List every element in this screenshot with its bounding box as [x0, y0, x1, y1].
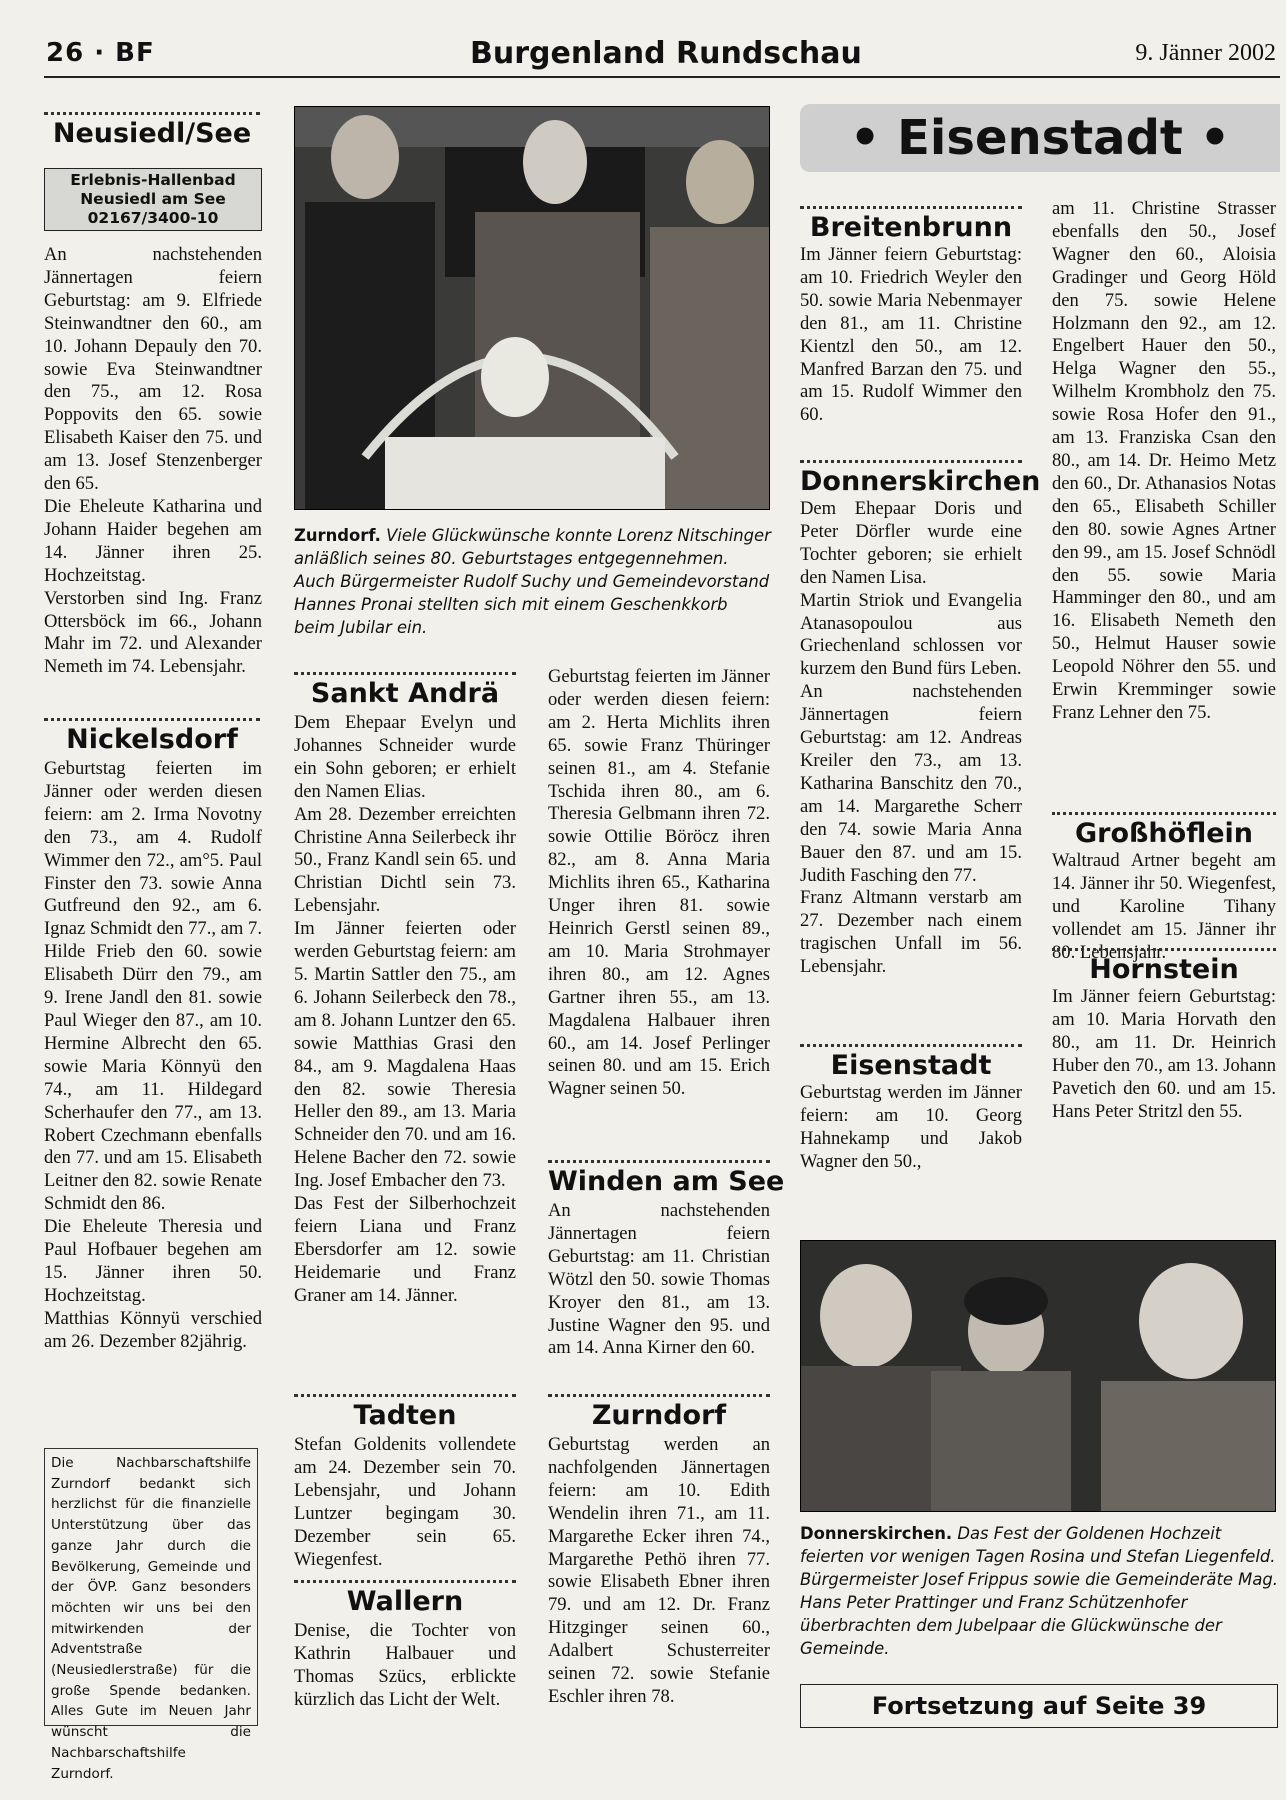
- section-heading-breitenbrunn: Breitenbrunn: [809, 212, 1013, 243]
- paragraph: Stefan Goldenits vollendete am 24. Dezember sein 70. Lebensjahr, und Johann Luntzer begingam 30. Dezember sein 65. Wiegenfest.: [294, 1434, 516, 1570]
- article-donnerskirchen: [800, 498, 1022, 979]
- section-heading-winden: Winden am See: [548, 1166, 785, 1197]
- caption-text: Viele Glückwünsche konnte Lorenz Nitschinger anläßlich seines 80. Geburtstages entgegennehmen. Auch Bürgermeister Rudolf Suchy und Gemeindevorstand Hannes Pronai stellten sich mit einem Geschenkkorb beim Jubilar ein.: [294, 526, 771, 637]
- paragraph: Martin Striok und Evangelia Atanasopoulou aus Griechenland schlossen vor kurzem den Bund fürs Leben.: [800, 589, 1022, 680]
- article-tadten: [294, 1434, 516, 1571]
- section-heading-donnerskirchen: Donnerskirchen: [800, 466, 1041, 497]
- paragraph: Im Jänner feiern Geburtstag: am 10. Friedrich Weyler den 50. sowie Maria Nebenmayer den 81., am 11. Christine Kientzl den 50., am 12. Manfred Barzan den 75. und am 15. Rudolf Wimmer den 60.: [800, 244, 1022, 426]
- hallenbad-ad: [44, 168, 262, 231]
- caption-place: Zurndorf.: [294, 526, 381, 545]
- article-sankt-andrae: [294, 712, 516, 1308]
- section-divider: [44, 718, 260, 721]
- paragraph: Geburtstag werden an nachfolgenden Jännertagen feiern: am 10. Edith Wendelin ihren 71., am 11. Margarethe Ecker ihren 74., Margarethe Pethö ihren 77. sowie Elisabeth Ebner ihren 79. und am 12. Dr. Franz Hitzginger seinen 60., Adalbert Schusterreiter seinen 72. sowie Stefanie Eschler ihren 78.: [548, 1434, 770, 1707]
- article-zurndorf: [548, 1434, 770, 1709]
- section-divider: [800, 460, 1022, 463]
- paragraph: Die Eheleute Katharina und Johann Haider begehen am 14. Jänner ihren 25. Hochzeitstag.: [44, 495, 262, 586]
- photo-caption-zurndorf: [294, 524, 772, 639]
- header-rule: [44, 76, 1280, 78]
- paragraph: Geburtstag werden im Jänner feiern: am 10. Georg Hahnekamp und Jakob Wagner den 50.,: [800, 1082, 1022, 1172]
- article-eisenstadt: [800, 1082, 1022, 1174]
- article-hornstein: [1052, 986, 1276, 1123]
- section-divider: [1052, 948, 1276, 951]
- paragraph: Das Fest der Silberhochzeit feiern Liana und Franz Ebersdorfer am 12. sowie Heidemarie und Franz Graner am 14. Jänner.: [294, 1193, 516, 1306]
- paragraph: An nachstehenden Jännertagen feiern Geburtstag: am 11. Christian Wötzl den 50. sowie Thomas Kroyer den 81., am 13. Justine Wagner den 95. und am 14. Anna Kirner den 60.: [548, 1200, 770, 1359]
- paragraph: An nachstehenden Jännertagen feiern Geburtstag: am 9. Elfriede Steinwandtner den 60., am 10. Johann Depauly den 70. sowie Eva Steinwandtner den 75., am 12. Rosa Poppovits den 65. sowie Elisabeth Kaiser den 75. und am 13. Josef Stenzenberger den 65.: [44, 244, 262, 495]
- ad-phone: 02167/3400-10: [87, 209, 219, 227]
- paragraph: Die Eheleute Theresia und Paul Hofbauer begehen am 15. Jänner ihren 50. Hochzeitstag.: [44, 1216, 262, 1306]
- article-breitenbrunn: [800, 244, 1022, 427]
- issue-date: 9. Jänner 2002: [1135, 40, 1276, 66]
- region-banner: • Eisenstadt •: [800, 104, 1280, 172]
- nachbarschaftshilfe-notice: Die Nachbarschaftshilfe Zurndorf bedankt sich herzlichst für die finanzielle Unterstützung über das ganze Jahr durch die Bevölkerung, Gemeinde und der ÖVP. Ganz besonders möchten wir uns bei den mitwirkenden der Adventstraße (Neusiedlerstraße) für die große Spende bedanken. Alles Gute im Neuen Jahr wünscht die Nachbarschaftshilfe Zurndorf.: [44, 1448, 258, 1726]
- photo-donnerskirchen-image: [801, 1241, 1275, 1511]
- photo-donnerskirchen: [800, 1240, 1276, 1512]
- paragraph: Im Jänner feiern Geburtstag: am 10. Maria Horvath den 80., am 11. Dr. Heinrich Huber den 70., am 13. Johann Pavetich den 60. und am 15. Hans Peter Stritzl den 55.: [1052, 986, 1276, 1122]
- paragraph: Geburtstag feierten im Jänner oder werden diesen feiern: am 2. Irma Novotny den 73., am 4. Rudolf Wimmer den 72., am°5. Paul Finster den 73. sowie Anna Gutfreund den 92., am 6. Ignaz Schmidt den 77., am 7. Hilde Frieb den 60. sowie Elisabeth Dürr den 79., am 9. Irene Jandl den 81. sowie Paul Wieger den 87., am 10. Hermine Albrecht den 65. sowie Maria Könnyü den 74., am 11. Hildegard Scherhaufer den 77., am 13. Robert Czechmann ebenfalls den 77. und am 15. Elisabeth Leitner den 82. sowie Renate Schmidt den 86.: [44, 758, 262, 1215]
- section-divider: [548, 1160, 770, 1163]
- photo-caption-donnerskirchen: [800, 1522, 1278, 1660]
- section-divider: [1052, 812, 1276, 815]
- section-heading-zurndorf: Zurndorf: [591, 1400, 727, 1431]
- paragraph: Dem Ehepaar Evelyn und Johannes Schneider wurde ein Sohn geboren; er erhielt den Namen Elias.: [294, 712, 516, 802]
- caption-text: Das Fest der Goldenen Hochzeit feierten vor wenigen Tagen Rosina und Stefan Liegenfeld. Bürgermeister Josef Frippus sowie die Gemeinderäte Mag. Hans Peter Prattinger und Franz Schützenhofer überbrachten dem Jubelpaar die Glückwünsche der Gemeinde.: [800, 1524, 1278, 1658]
- section-divider: [294, 1394, 516, 1397]
- section-heading-neusiedl: Neusiedl/See: [52, 118, 252, 149]
- paragraph: Am 28. Dezember erreichten Christine Anna Seilerbeck ihr 50., Franz Kandl sein 65. und Christian Dichtl sein 73. Lebensjahr.: [294, 803, 516, 917]
- paragraph: Denise, die Tochter von Kathrin Halbauer und Thomas Szücs, erblickte kürzlich das Licht der Welt.: [294, 1620, 516, 1710]
- paragraph: Dem Ehepaar Doris und Peter Dörfler wurde eine Tochter geboren; sie erhielt den Namen Lisa.: [800, 498, 1022, 588]
- section-heading-wallern: Wallern: [346, 1586, 464, 1617]
- section-divider: [800, 1044, 1022, 1047]
- paragraph: Waltraud Artner begeht am 14. Jänner ihr 50. Wiegenfest, und Karoline Tihany vollendet am 15. Jänner ihr 80. Lebensjahr.: [1052, 850, 1276, 963]
- paragraph: Franz Altmann verstarb am 27. Dezember nach einem tragischen Unfall im 56. Lebensjahr.: [800, 887, 1022, 978]
- paragraph: Geburtstag feierten im Jänner oder werden diesen feiern: am 2. Herta Michlits ihren 65. sowie Franz Thüringer seinen 81., am 4. Stefanie Tschida ihren 80., am 6. Theresia Gelbmann ihren 72. sowie Ottilie Böröcz ihren 82., am 8. Anna Maria Michlits ihren 65., Katharina Unger ihren 81. sowie Heinrich Gerstl seinen 89., am 10. Maria Strohmayer ihren 80., am 12. Agnes Gartner ihren 55., am 13. Magdalena Halbauer ihren 60., am 14. Josef Perlinger seinen 80. und am 15. Erich Wagner seinen 50.: [548, 666, 770, 1100]
- photo-zurndorf: [294, 106, 770, 510]
- section-heading-nickelsdorf: Nickelsdorf: [66, 724, 238, 755]
- section-divider: [44, 112, 260, 115]
- paragraph: Verstorben sind Ing. Franz Ottersböck im 66., Johann Mahr im 72. und Alexander Nemeth im 74. Lebensjahr.: [44, 587, 262, 678]
- article-eisenstadt-continued: [1052, 198, 1276, 725]
- section-divider: [294, 1580, 516, 1583]
- section-heading-sankt-andrae: Sankt Andrä: [310, 678, 500, 709]
- article-continued: [548, 666, 770, 1101]
- paragraph: am 11. Christine Strasser ebenfalls den 50., Josef Wagner den 60., Aloisia Gradinger und Georg Höld den 75. sowie Helene Holzmann den 92., am 12. Engelbert Hauer den 50., Helga Wagner den 55., Wilhelm Krombholz den 75. sowie Rosa Hofer den 91., am 13. Franziska Csan den 80., am 14. Dr. Heimo Metz den 60., Dr. Athanasios Notas den 65., Elisabeth Schiller den 80. sowie Agnes Artner den 99., am 15. Josef Schnödl den 55. sowie Maria Hamminger den 80., und am 16. Elisabeth Nemeth den 50., Helmut Hauser sowie Leopold Nöhrer den 55. und Erwin Kremminger sowie Franz Lehner den 75.: [1052, 198, 1276, 723]
- photo-zurndorf-image: [295, 107, 769, 509]
- section-divider: [294, 672, 516, 675]
- paragraph: Matthias Könnyü verschied am 26. Dezember 82jährig.: [44, 1307, 262, 1352]
- ad-line: Neusiedl am See: [80, 190, 226, 208]
- section-heading-tadten: Tadten: [353, 1400, 457, 1431]
- caption-place: Donnerskirchen.: [800, 1524, 953, 1543]
- paragraph: Im Jänner feierten oder werden Geburtstag feiern: am 5. Martin Sattler den 75., am 6. Johann Seilerbeck den 78., am 8. Johann Luntzer den 65. sowie Matthias Grasi den 84., am 9. Magdalena Haas den 82. sowie Theresia Heller den 89., am 13. Maria Schneider den 70. und am 16. Helene Bacher den 72. sowie Ing. Josef Embacher den 73.: [294, 918, 516, 1192]
- ad-line: Erlebnis-Hallenbad: [70, 171, 236, 189]
- section-heading-hornstein: Hornstein: [1089, 954, 1239, 985]
- section-heading-grosshoeflein: Großhöflein: [1074, 818, 1254, 849]
- section-divider: [548, 1394, 770, 1397]
- paragraph: An nachstehenden Jännertagen feiern Geburtstag: am 12. Andreas Kreiler den 73., am 13. Katharina Banschitz den 70., am 14. Margarethe Scherr den 74. sowie Maria Anna Bauer den 87. und am 15. Judith Fasching den 77.: [800, 681, 1022, 886]
- article-neusiedl: [44, 244, 262, 679]
- page-number: 26 · BF: [46, 38, 155, 68]
- section-divider: [800, 206, 1022, 209]
- article-nickelsdorf: [44, 758, 262, 1354]
- article-winden: [548, 1200, 770, 1360]
- continuation-box: Fortsetzung auf Seite 39: [800, 1684, 1278, 1728]
- section-heading-eisenstadt: Eisenstadt: [830, 1050, 992, 1081]
- newspaper-title: Burgenland Rundschau: [470, 36, 862, 71]
- article-wallern: [294, 1620, 516, 1712]
